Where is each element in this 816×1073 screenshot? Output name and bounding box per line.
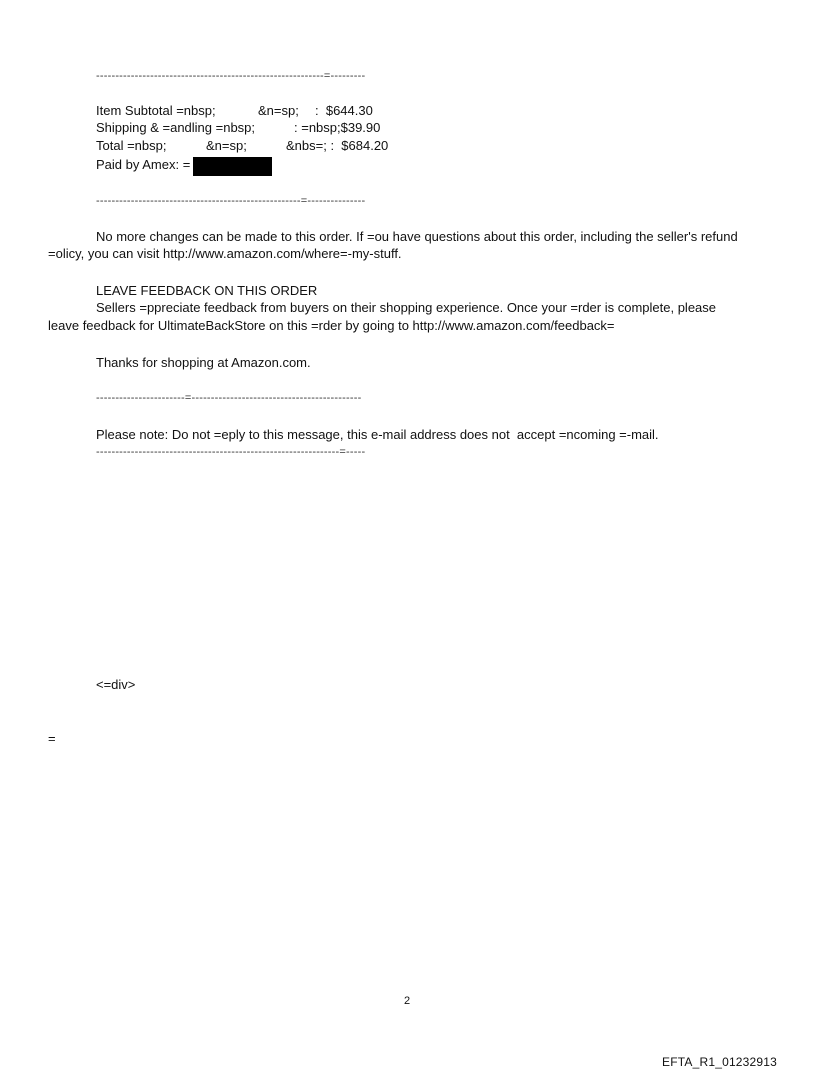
separator-line: ---------------------------------------------------------------=-----	[96, 446, 366, 458]
total-entity-1: &n=sp;	[206, 138, 247, 153]
feedback-line-2: leave feedback for UltimateBackStore on this =rder by going to http://www.amazon.com/feedback=	[48, 318, 615, 333]
shipping-value: : =nbsp;$39.90	[294, 120, 381, 135]
please-note: Please note: Do not =eply to this message, this e-mail address does not accept =ncoming =-mail.	[96, 427, 659, 442]
separator-line: -----------------------=--------------------------------------------	[96, 392, 362, 404]
thanks-message: Thanks for shopping at Amazon.com.	[96, 355, 311, 370]
item-subtotal-label: Item Subtotal =nbsp;	[96, 103, 216, 118]
total-label: Total =nbsp;	[96, 138, 167, 153]
document-id: EFTA_R1_01232913	[662, 1055, 778, 1069]
redaction-box	[193, 157, 272, 176]
paid-by-label: Paid by Amex: =	[96, 157, 191, 172]
separator-line: -----------------------------------------------------=---------------	[96, 195, 366, 207]
equals-remnant: =	[48, 731, 56, 746]
item-subtotal-value: : $644.30	[315, 103, 373, 118]
item-subtotal-entity: &n=sp;	[258, 103, 299, 118]
separator-line: -----------------------------------------------------------=---------	[96, 70, 366, 82]
page-number: 2	[404, 995, 411, 1007]
feedback-line-1: Sellers =ppreciate feedback from buyers on their shopping experience. Once your =rder is complete, please	[96, 300, 717, 315]
order-notice-line-1: No more changes can be made to this order. If =ou have questions about this order, including the seller's refund	[96, 229, 738, 244]
feedback-heading: LEAVE FEEDBACK ON THIS ORDER	[96, 283, 318, 298]
div-tag-remnant: <=div>	[96, 677, 136, 692]
order-notice-line-2: =olicy, you can visit http://www.amazon.com/where=-my-stuff.	[48, 246, 402, 261]
shipping-label: Shipping & =andling =nbsp;	[96, 120, 256, 135]
total-value: &nbs=; : $684.20	[286, 138, 389, 153]
